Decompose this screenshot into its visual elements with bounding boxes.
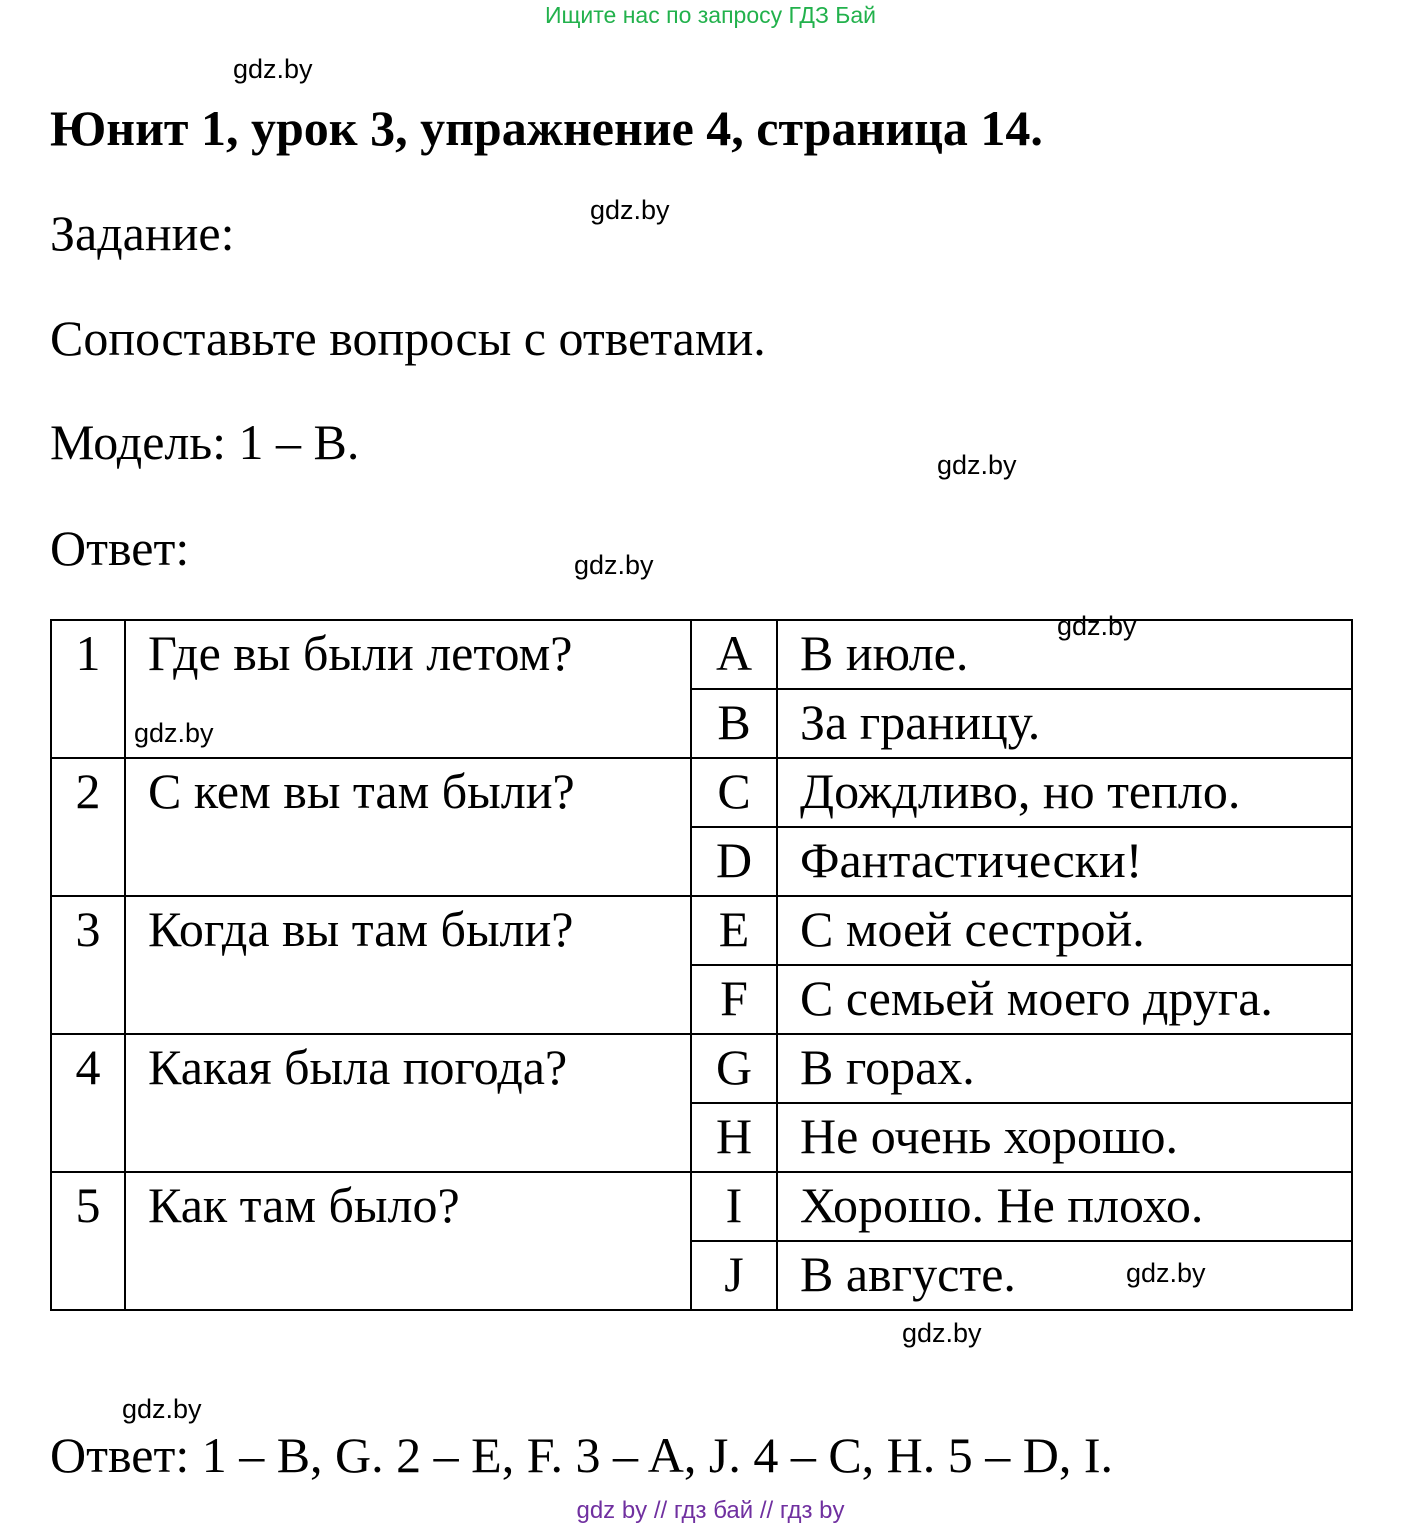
task-label: Задание: — [50, 205, 235, 261]
question-number: 5 — [51, 1172, 125, 1310]
answer-cell: С моей сестрой. — [777, 896, 1352, 965]
watermark: gdz.by — [134, 718, 214, 748]
answer-letter: F — [691, 965, 777, 1034]
answer-letter: H — [691, 1103, 777, 1172]
question-number: 1 — [51, 620, 125, 758]
answer-label: Ответ: — [50, 520, 190, 576]
watermark: gdz.by — [937, 450, 1017, 480]
watermark: gdz.by — [1126, 1258, 1206, 1288]
answer-letter: J — [691, 1241, 777, 1310]
table-row — [51, 1172, 1352, 1241]
watermark: gdz.by — [122, 1394, 202, 1424]
question-cell: Когда вы там были? — [125, 896, 691, 1034]
question-number: 3 — [51, 896, 125, 1034]
model-text: Модель: 1 – B. — [50, 414, 360, 470]
answer-letter: I — [691, 1172, 777, 1241]
answer-cell: Фантастически! — [777, 827, 1352, 896]
table-row — [51, 896, 1352, 965]
answer-letter: D — [691, 827, 777, 896]
task-text: Сопоставьте вопросы с ответами. — [50, 310, 766, 366]
question-cell: Как там было? — [125, 1172, 691, 1310]
answer-letter: B — [691, 689, 777, 758]
question-cell: Где вы были летом? — [125, 620, 691, 758]
watermark: gdz.by — [233, 54, 313, 84]
top-banner: Ищите нас по запросу ГДЗ Бай — [544, 2, 877, 28]
answer-cell: В июле. — [777, 620, 1352, 689]
answer-cell: В августе. — [777, 1241, 1352, 1310]
table-row — [51, 620, 1352, 689]
answer-cell: С семьей моего друга. — [777, 965, 1352, 1034]
footer-links[interactable]: gdz by // гдз бай // гдз by — [576, 1497, 845, 1524]
final-answer: Ответ: 1 – B, G. 2 – E, F. 3 – A, J. 4 – C, H. 5 – D, I. — [50, 1427, 1114, 1483]
answer-letter: A — [691, 620, 777, 689]
table-row — [51, 1034, 1352, 1103]
watermark: gdz.by — [590, 195, 670, 225]
answer-letter: G — [691, 1034, 777, 1103]
page-title: Юнит 1, урок 3, упражнение 4, страница 14. — [50, 100, 1043, 156]
answer-cell: Хорошо. Не плохо. — [777, 1172, 1352, 1241]
watermark: gdz.by — [1057, 611, 1137, 641]
watermark: gdz.by — [574, 550, 654, 580]
question-number: 2 — [51, 758, 125, 896]
answer-cell: Дождливо, но тепло. — [777, 758, 1352, 827]
answer-cell: Не очень хорошо. — [777, 1103, 1352, 1172]
table-row — [51, 758, 1352, 827]
answer-letter: E — [691, 896, 777, 965]
question-cell: Какая была погода? — [125, 1034, 691, 1172]
watermark: gdz.by — [902, 1318, 982, 1348]
matching-table — [50, 619, 1353, 1311]
question-number: 4 — [51, 1034, 125, 1172]
answer-cell: В горах. — [777, 1034, 1352, 1103]
question-cell: С кем вы там были? — [125, 758, 691, 896]
answer-letter: C — [691, 758, 777, 827]
answer-cell: За границу. — [777, 689, 1352, 758]
